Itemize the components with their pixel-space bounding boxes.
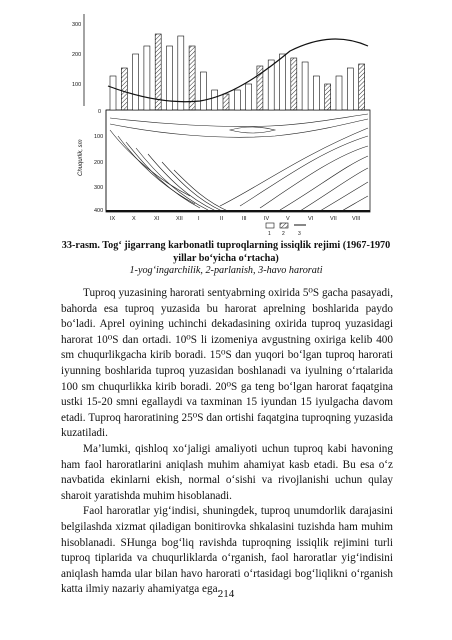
- depth-tick-400: 400: [94, 208, 104, 214]
- depth-tick-0: 0: [98, 109, 102, 115]
- bar: [291, 58, 297, 110]
- legend-number-1: 1: [268, 231, 271, 237]
- bar: [200, 72, 206, 110]
- figure-caption-line-1: 33-rasm. Tog‘ jigarrang karbonatli tuproqlarning issiqlik rejimi (1967-1970: [61, 240, 391, 251]
- bar: [223, 94, 229, 110]
- bar: [336, 76, 342, 110]
- figure-legend: [266, 223, 306, 237]
- bar: [133, 54, 139, 110]
- month-label: IV: [264, 216, 270, 222]
- paragraph-2: Ma’lumki, qishloq xo‘jaligi amaliyoti uchun tuproq kabi havoning ham faol haroratlarini aniqlash muhim ahamiyat kasb etadi. Bu esa o‘z navbatida ekinlarni ekish, normal o‘sishi va rivojlanishi uchun qulay sharoit yaratishda muhim hisoblanadi.: [61, 442, 393, 502]
- precip-evaporation-bars: [110, 34, 365, 110]
- bar: [359, 64, 365, 110]
- depth-tick-200: 200: [94, 160, 104, 166]
- month-label: VIII: [352, 216, 361, 222]
- figure-legend-caption: 1-yog‘ingarchilik, 2-parlanish, 3-havo harorati: [129, 265, 323, 276]
- legend-number-2: 2: [282, 231, 285, 237]
- isoline-panel-frame: [106, 110, 370, 212]
- bar: [110, 76, 116, 110]
- month-label: XII: [176, 216, 183, 222]
- isotherm-lines: [110, 114, 368, 212]
- figure-caption: [0, 239, 452, 265]
- bar: [144, 46, 150, 110]
- month-label: II: [220, 216, 224, 222]
- month-label: XI: [154, 216, 160, 222]
- depth-tick-300: 300: [94, 185, 104, 191]
- bar: [155, 34, 161, 110]
- bar: [347, 68, 353, 110]
- depth-axis-label: Chuqurlik, sm: [78, 139, 84, 176]
- body-text: [61, 286, 393, 598]
- bar: [302, 62, 308, 110]
- month-labels: [110, 216, 361, 222]
- paragraph-1: Tuproq yuzasining harorati sentyabrning oxirida 5⁰S gacha pasayadi, bahorda esa tuproq yuzasida bu harorat aprelning boshlarida paydo bo‘ladi. Aprel oyining uchinchi dekadasining oxirida tuproq yuzasidagi harorat 10⁰S dan ortadi. 10⁰S li izomeniya avgustning oxiriga kelib 400 sm chuqurlikgacha kirib boradi. 15⁰S dan yuqori bo‘lgan tuproq harorati iyunning boshlarida tuproq yuzasidan boshlanadi va iyulning o‘rtalarida 100 sm chuqurlikka kirib boradi. 20⁰S ga teng bo‘lgan harorat faqatgina ustki 15-20 smni egallaydi va taxminan 15 iyundan 15 iyulgacha davom etadi. Tuproq haroratining 25⁰S dan ortishi faqatgina tuproqning yuzasida kuzatiladi.: [61, 287, 393, 440]
- bar: [325, 84, 331, 110]
- bar: [246, 84, 252, 110]
- figure-caption-line-2: yillar bo‘yicha o‘rtacha): [173, 253, 279, 264]
- depth-tick-100: 100: [94, 134, 104, 140]
- month-label: VI: [308, 216, 314, 222]
- left-scale-100: 100: [72, 82, 82, 88]
- paragraph-3: Faol haroratlar yig‘indisi, shuningdek, tuproq unumdorlik darajasini belgilashda xizmat qiladigan bonitirovka shkalasini tuzishda ham muhim hisoblanadi. SHunga bog‘liq ravishda tuproqning issiqlik rejimini turli tuproq tiplarida va chuqurliklarda o‘rganish, faol haroratlar yig‘indisini aniqlash hamda ular bilan havo harorati o‘rtasidagi bog‘liqlikni o‘rganish katta ilmiy nazariy ahamiyatga ega.: [61, 505, 393, 596]
- left-scale-300: 300: [72, 22, 82, 28]
- month-label: I: [198, 216, 200, 222]
- month-label: VII: [330, 216, 337, 222]
- page-number: 214: [217, 588, 235, 600]
- bar: [212, 90, 218, 110]
- bar: [280, 54, 286, 110]
- thermal-regime-figure: [70, 6, 388, 238]
- month-label: X: [132, 216, 136, 222]
- bar: [234, 90, 240, 110]
- bar: [313, 76, 319, 110]
- month-label: IX: [110, 216, 116, 222]
- legend-number-3: 3: [298, 231, 301, 237]
- bar: [178, 36, 184, 110]
- month-label: V: [286, 216, 290, 222]
- left-scale-200: 200: [72, 52, 82, 58]
- month-label: III: [242, 216, 247, 222]
- legend-evap-swatch: [280, 223, 288, 228]
- bar: [189, 46, 195, 110]
- bar: [121, 68, 127, 110]
- legend-precip-swatch: [266, 223, 274, 228]
